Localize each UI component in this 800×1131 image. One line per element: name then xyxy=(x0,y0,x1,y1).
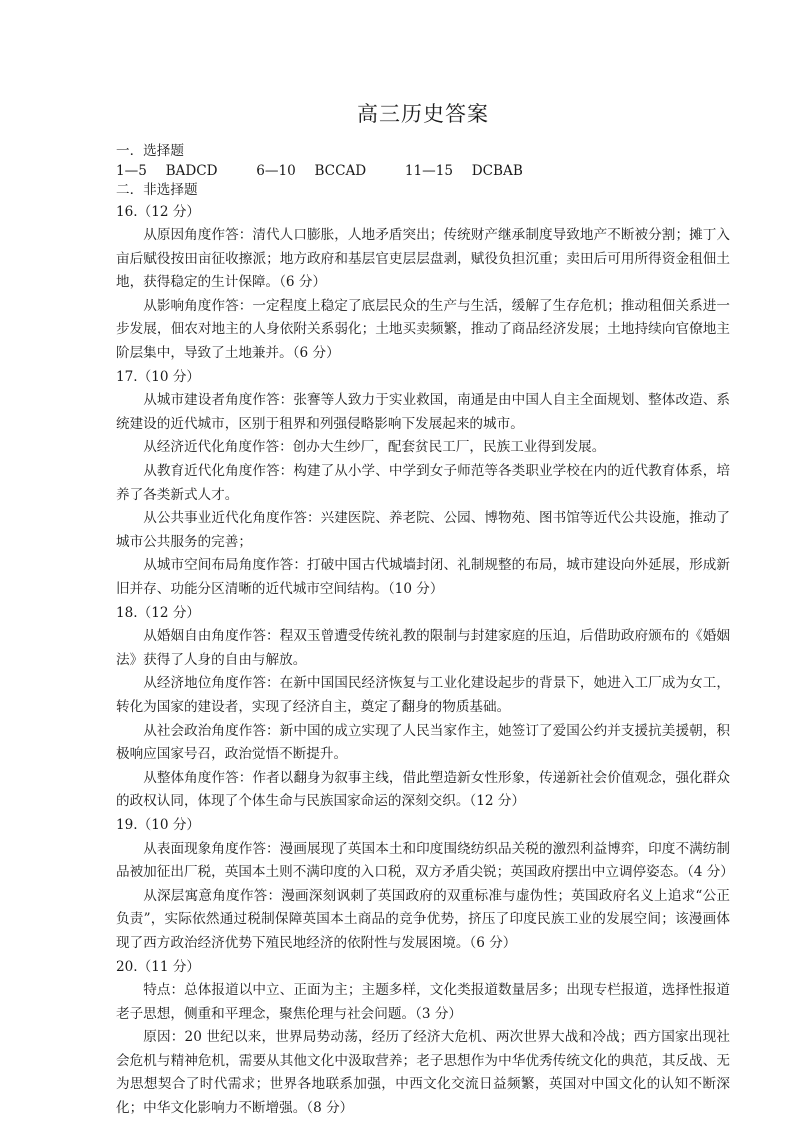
answer-paragraph: 特点：总体报道以中立、正面为主；主题多样，文化类报道数量居多；出现专栏报道，选择性报道老子思想，侧重和平理念，聚焦伦理与社会问题。（3 分） xyxy=(116,982,730,1022)
question-label: 17.（10 分） xyxy=(116,368,201,385)
mcq-range-2: 6—10 xyxy=(256,162,296,179)
question-label: 20.（11 分） xyxy=(116,958,201,975)
mcq-range-1: 1—5 xyxy=(116,162,147,179)
answer-paragraph: 从经济近代化角度作答：创办大生纱厂，配套贫民工厂，民族工业得到发展。 xyxy=(143,439,606,456)
answer-paragraph: 从整体角度作答：作者以翻身为叙事主线，借此塑造新女性形象，传递新社会价值观念，强化群众的政权认同，体现了个体生命与民族国家命运的深刻交织。（12 分） xyxy=(116,769,730,810)
mcq-range-3: 11—15 xyxy=(404,162,454,179)
section-heading-non-choice: 二．非选择题 xyxy=(116,182,198,198)
answer-paragraph: 从表面现象角度作答：漫画展现了英国本土和印度围绕纺织品关税的激烈利益博弈，印度不满纺制品被加征出厂税，英国本土则不满印度的入口税，双方矛盾尖锐；英国政府摆出中立调停姿态。（4 分） xyxy=(116,840,734,881)
answer-paragraph: 从社会政治角度作答：新中国的成立实现了人民当家作主，她签订了爱国公约并支援抗美援朝，积极响应国家号召，政治觉悟不断提升。 xyxy=(116,722,730,763)
question-block xyxy=(116,366,730,602)
mcq-answers-2: BCCAD xyxy=(314,162,367,179)
question-label: 18.（12 分） xyxy=(116,604,201,621)
question-label: 16.（12 分） xyxy=(116,203,201,220)
answer-paragraph: 从城市空间布局角度作答：打破中国古代城墙封闭、礼制规整的布局，城市建设向外延展，形成新旧并存、功能分区清晰的近代城市空间结构。（10 分） xyxy=(116,557,730,597)
section-heading-multiple-choice: 一．选择题 xyxy=(116,143,184,159)
answer-paragraph: 从影响角度作答：一定程度上稳定了底层民众的生产与生活，缓解了生存危机；推动租佃关系进一步发展，佃农对地主的人身依附关系弱化；土地买卖频繁，推动了商品经济发展；土地持续向官僚地主阶层集中，导致了土地兼并。（6 分） xyxy=(116,297,730,362)
answer-paragraph: 从城市建设者角度作答：张謇等人致力于实业救国，南通是由中国人自主全面规划、整体改造、系统建设的近代城市，区别于租界和列强侵略影响下发展起来的城市。 xyxy=(116,392,730,432)
answer-paragraph: 从教育近代化角度作答：构建了从小学、中学到女子师范等各类职业学校在内的近代教育体系，培养了各类新式人才。 xyxy=(116,463,730,503)
question-block xyxy=(116,201,730,366)
answer-paragraph: 从婚姻自由角度作答：程双玉曾遭受传统礼教的限制与封建家庭的压迫，后借助政府颁布的《婚姻法》获得了人身的自由与解放。 xyxy=(116,628,730,668)
question-label: 19.（10 分） xyxy=(116,816,201,833)
answer-paragraph: 从公共事业近代化角度作答：兴建医院、养老院、公园、博物苑、图书馆等近代公共设施，推动了城市公共服务的完善； xyxy=(116,510,730,550)
question-block xyxy=(116,814,734,956)
page-title: 高三历史答案 xyxy=(357,102,489,126)
answer-paragraph: 从深层寓意角度作答：漫画深刻讽刺了英国政府的双重标准与虚伪性；英国政府名义上追求“公正负责”，实际依然通过税制保障英国本土商品的竞争优势，挤压了印度民族工业的发展空间；该漫画体现了西方政治经济优势下殖民地经济的依附性与发展困境。（6 分） xyxy=(116,887,730,951)
answer-paragraph: 原因：20 世纪以来，世界局势动荡，经历了经济大危机、两次世界大战和冷战；西方国家出现社会危机与精神危机，需要从其他文化中汲取营养；老子思想作为中华优秀传统文化的典范，其反战、无为思想契合了时代需求；世界各地联系加强，中西文化交流日益频繁，英国对中国文化的认知不断深化；中华文化影响力不断增强。（8 分） xyxy=(116,1029,730,1117)
multiple-choice-answers xyxy=(116,162,730,182)
question-block xyxy=(116,956,730,1121)
answer-paragraph: 从原因角度作答：清代人口膨胀，人地矛盾突出；传统财产继承制度导致地产不断被分割；摊丁入亩后赋役按田亩征收擦派；地方政府和基层官吏层层盘剥，赋役负担沉重；卖田后可用所得资金租佃土地，获得稳定的生计保障。（6 分） xyxy=(116,227,730,291)
answer-paragraph: 从经济地位角度作答：在新中国国民经济恢复与工业化建设起步的背景下，她进入工厂成为女工，转化为国家的建设者，实现了经济自主，奠定了翻身的物质基础。 xyxy=(116,675,730,715)
mcq-answers-1: BADCD xyxy=(165,162,218,179)
mcq-answers-3: DCBAB xyxy=(471,162,523,179)
question-block xyxy=(116,602,730,814)
